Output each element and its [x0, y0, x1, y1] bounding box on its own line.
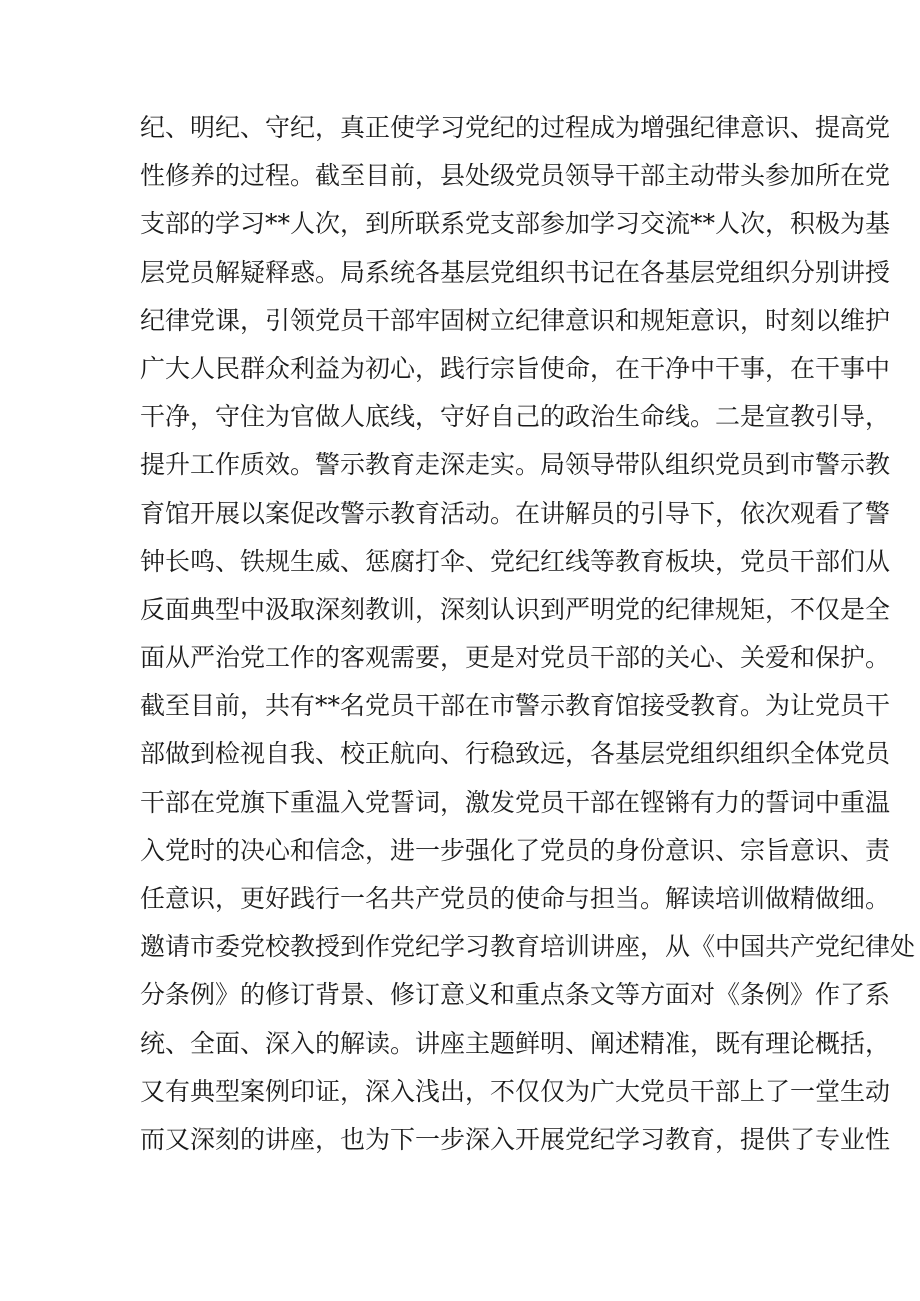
- text-line-4: 层党员解疑释惑。局系统各基层党组织书记在各基层党组织分别讲授: [140, 257, 891, 287]
- body-paragraph: [140, 104, 916, 1164]
- text-line-10: 钟长鸣、铁规生威、惩腐打伞、党纪红线等教育板块，党员干部们从: [140, 546, 891, 576]
- text-line-16: 入党时的决心和信念，进一步强化了党员的身份意识、宗旨意识、责: [140, 835, 891, 865]
- text-line-12: 面从严治党工作的客观需要，更是对党员干部的关心、关爱和保护。: [140, 643, 891, 673]
- text-line-9: 育馆开展以案促改警示教育活动。在讲解员的引导下，依次观看了警: [140, 498, 891, 528]
- text-line-20: 统、全面、深入的解读。讲座主题鲜明、阐述精准，既有理论概括，: [140, 1028, 891, 1058]
- text-line-13: 截至目前，共有**名党员干部在市警示教育馆接受教育。为让党员干: [140, 691, 891, 721]
- text-line-5: 纪律党课，引领党员干部牢固树立纪律意识和规矩意识，时刻以维护: [140, 305, 891, 335]
- text-line-7: 干净，守住为官做人底线，守好自己的政治生命线。二是宣教引导，: [140, 402, 891, 432]
- text-line-2: 性修养的过程。截至目前，县处级党员领导干部主动带头参加所在党: [140, 161, 891, 191]
- text-line-3: 支部的学习**人次，到所联系党支部参加学习交流**人次，积极为基: [140, 209, 891, 239]
- text-line-17: 任意识，更好践行一名共产党员的使命与担当。解读培训做精做细。: [140, 884, 891, 913]
- text-line-11: 反面典型中汲取深刻教训，深刻认识到严明党的纪律规矩，不仅是全: [140, 594, 891, 624]
- text-line-14: 部做到检视自我、校正航向、行稳致远，各基层党组织组织全体党员: [140, 739, 891, 769]
- text-line-1: 纪、明纪、守纪，真正使学习党纪的过程成为增强纪律意识、提高党: [140, 113, 891, 142]
- text-line-18: 邀请市委党校教授到作党纪学习教育培训讲座，从《中国共产党纪律处: [140, 932, 916, 962]
- text-line-19: 分条例》的修订背景、修订意义和重点条文等方面对《条例》作了系: [140, 980, 891, 1010]
- text-line-8: 提升工作质效。警示教育走深走实。局领导带队组织党员到市警示教: [140, 450, 891, 480]
- text-line-22: 而又深刻的讲座，也为下一步深入开展党纪学习教育，提供了专业性: [140, 1124, 891, 1154]
- text-line-21: 又有典型案例印证，深入浅出，不仅仅为广大党员干部上了一堂生动: [140, 1076, 891, 1106]
- text-line-6: 广大人民群众利益为初心，践行宗旨使命，在干净中干事，在干事中: [140, 353, 891, 383]
- text-line-15: 干部在党旗下重温入党誓词，激发党员干部在铿锵有力的誓词中重温: [140, 787, 891, 817]
